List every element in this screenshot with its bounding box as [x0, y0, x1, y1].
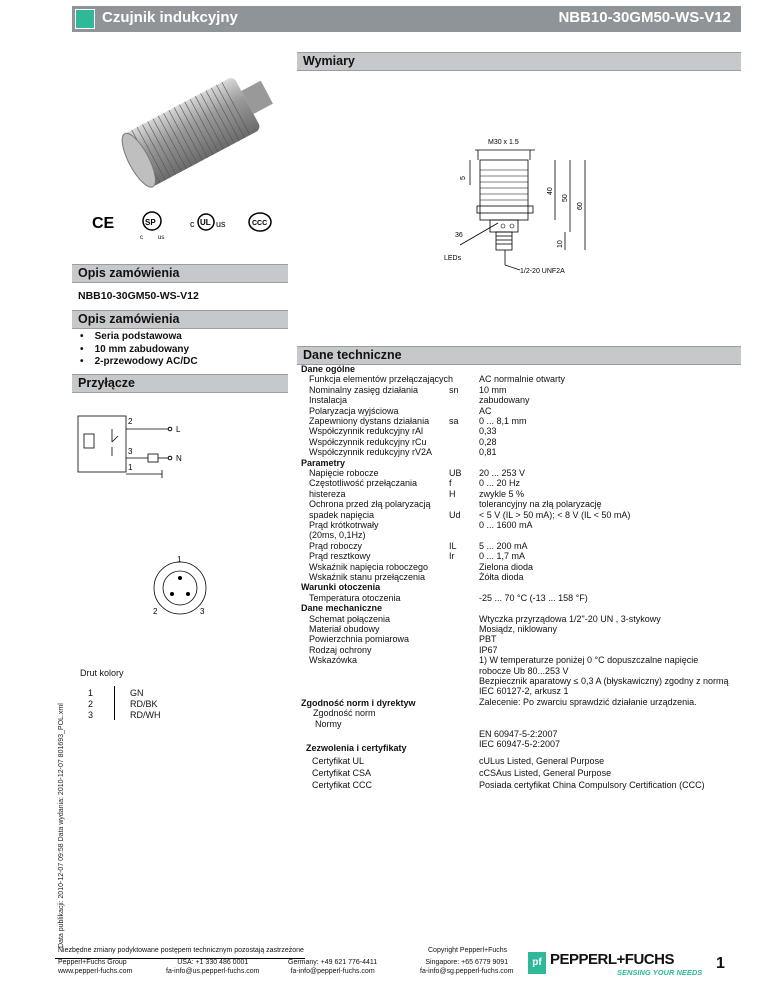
tech-row-label: Prąd roboczy: [309, 540, 363, 551]
svg-text:M30 x 1.5: M30 x 1.5: [488, 139, 519, 146]
feature-item: • 2-przewodowy AC/DC: [80, 356, 198, 367]
svg-text:3: 3: [128, 447, 133, 456]
title-bar: [72, 6, 741, 32]
tech-row-label: Napięcie robocze: [309, 468, 379, 478]
svg-text:3: 3: [200, 607, 205, 616]
tech-row-value: tolerancyjny na złą polaryzację: [479, 499, 602, 510]
feature-item: • 10 mm zabudowany: [80, 343, 190, 355]
wiring-diagram: [72, 412, 232, 482]
svg-text:1: 1: [177, 555, 182, 564]
norm-value: EN 60947-5-2:2007: [479, 728, 558, 739]
norms-heading: Zgodność norm i dyrektyw: [301, 698, 416, 708]
tech-row-label: Zapewniony dystans działania: [309, 416, 430, 426]
tech-row-label: Nominalny zasięg działania: [309, 384, 419, 395]
svg-text:SP: SP: [145, 218, 156, 227]
tech-row-value: IP67: [479, 644, 498, 655]
tech-row-value: 0,28: [479, 436, 497, 447]
wire-numbers: 1 2 3: [88, 688, 94, 720]
brand-square-icon: [75, 9, 95, 29]
section-wymiary: Wymiary: [297, 52, 741, 71]
svg-text:1/2-20 UNF2A: 1/2-20 UNF2A: [520, 268, 565, 275]
tech-row-label: histereza: [309, 488, 346, 499]
tech-note-line: robocze Ub 80...253 V: [479, 665, 569, 676]
footer-contact-germany: Germany: +49 621 776-4411 fa-info@pepperl-fuchs.com: [288, 959, 378, 975]
tech-row-label: Częstotliwość przełączania: [309, 478, 418, 489]
tech-row-value: zabudowany: [479, 395, 530, 406]
brand-slogan: SENSING YOUR NEEDS: [617, 968, 703, 977]
svg-text:36: 36: [455, 232, 463, 239]
brand-logo-icon: pf: [528, 952, 546, 974]
section-opis-zamowienia-2: Opis zamówienia: [72, 310, 288, 329]
tech-row-label: Wskazówka: [309, 655, 358, 666]
tech-row-value: 0 ... 1,7 mA: [479, 551, 526, 562]
svg-text:L: L: [176, 425, 181, 434]
svg-text:us: us: [158, 235, 165, 240]
section-dane-techniczne: Dane techniczne: [297, 346, 741, 365]
tech-row-value: Mosiądz, niklowany: [479, 624, 558, 634]
tech-note-line: Zalecenie: Po zwarciu sprawdzić działanie urządzenia.: [479, 696, 697, 707]
product-code-title: NBB10-30GM50-WS-V12: [558, 9, 731, 26]
section-opis-zamowienia-1: Opis zamówienia: [72, 264, 288, 283]
tech-row-label: Schemat połączenia: [309, 613, 391, 624]
tech-row-label: Materiał obudowy: [309, 624, 380, 634]
norms-label: Normy: [315, 718, 342, 729]
footer-contact-usa: USA: +1 330 486 0001 fa-info@us.pepperl-fuchs.com: [166, 959, 260, 975]
svg-text:N: N: [176, 454, 182, 463]
tech-row-label: Wskaźnik napięcia roboczego: [309, 561, 429, 572]
norms-subheading: Zgodność norm: [313, 708, 376, 719]
sensor-photo: [100, 58, 280, 208]
cert-label: Certyfikat CCC: [312, 779, 373, 790]
wire-divider: [114, 686, 115, 720]
cert-value: Posiada certyfikat China Compulsory Certification (CCC): [479, 779, 705, 790]
svg-text:50: 50: [562, 194, 569, 202]
svg-text:5: 5: [460, 176, 467, 180]
tech-row-value: 0,33: [479, 426, 497, 437]
tech-group-heading: Dane ogólne: [301, 364, 356, 374]
cert-marks: [92, 210, 292, 240]
tech-row-label: Temperatura otoczenia: [309, 592, 401, 603]
tech-row-label: Ochrona przed złą polaryzacją: [309, 499, 431, 510]
tech-row-value: Zielona dioda: [479, 561, 534, 572]
wire-colors-title: Drut kolory: [80, 668, 124, 678]
connector-pinout: [140, 550, 230, 620]
tech-note-line: Bezpiecznik aparatowy ≤ 0,3 A (błyskawiczny) zgodny z normą: [479, 676, 729, 686]
tech-row-value: 20 ... 253 V: [479, 468, 526, 478]
tech-group-heading: Parametry: [301, 457, 346, 468]
footer-contact-group: Pepperl+Fuchs Group www.pepperl-fuchs.com: [58, 959, 133, 975]
tech-row-value: AC: [479, 405, 492, 416]
svg-text:UL: UL: [200, 218, 211, 227]
cert-label: Certyfikat UL: [312, 755, 365, 766]
tech-row-label: (20ms, 0,1Hz): [309, 530, 366, 541]
svg-text:10: 10: [557, 240, 564, 248]
tech-row-value: PBT: [479, 634, 497, 645]
tech-row-symbol: sn: [449, 384, 459, 395]
tech-row-value: -25 ... 70 °C (-13 ... 158 °F): [479, 592, 588, 603]
tech-row-label: spadek napięcia: [309, 509, 375, 520]
tech-row-label: Współczynnik redukcyjny rCu: [309, 436, 427, 447]
tech-row-label: Rodzaj ochrony: [309, 644, 372, 655]
svg-text:60: 60: [577, 202, 584, 210]
tech-row-value: Wtyczka przyrządowa 1/2"-20 UN , 3-stykowy: [479, 613, 661, 624]
ce-mark-icon: CE: [92, 215, 115, 232]
tech-row-label: Wskaźnik stanu przełączenia: [309, 572, 426, 582]
svg-text:2: 2: [153, 607, 158, 616]
tech-note-line: IEC 60127-2, arkusz 1: [479, 686, 569, 697]
footer-copyright: Copyright Pepperl+Fuchs: [428, 947, 508, 954]
footer-note: Niezbędne zmiany podyktowane postępem technicznym pozostają zastrzeżone: [58, 947, 304, 954]
tech-row-value: 10 mm: [479, 384, 507, 395]
wire-colors: GN RD/BK RD/WH: [130, 688, 161, 720]
tech-row-label: Powierzchnia pomiarowa: [309, 634, 410, 645]
cert-heading: Zezwolenia i certyfikaty: [306, 743, 407, 753]
tech-row-label: Polaryzacja wyjściowa: [309, 405, 399, 416]
tech-row-value: < 5 V (IL > 50 mA); < 8 V (IL < 50 mA): [479, 509, 631, 520]
feature-list: [80, 331, 198, 369]
section-przylacze: Przyłącze: [72, 374, 288, 393]
tech-row-symbol: f: [449, 478, 452, 489]
svg-text:40: 40: [547, 187, 554, 195]
tech-row-symbol: sa: [449, 416, 459, 426]
brand-name: PEPPERL+FUCHS: [550, 951, 674, 968]
page-number: 1: [716, 955, 725, 972]
svg-text:c: c: [140, 235, 143, 240]
tech-row-value: 1) W temperaturze poniżej 0 °C dopuszczalne napięcie: [479, 655, 699, 666]
tech-row-symbol: H: [449, 488, 456, 499]
cert-value: cCSAus Listed, General Purpose: [479, 767, 612, 778]
cert-label: Certyfikat CSA: [312, 767, 372, 778]
tech-row-label: Współczynnik redukcyjny rAl: [309, 426, 424, 437]
feature-item: • Seria podstawowa: [80, 331, 182, 342]
tech-group-heading: Warunki otoczenia: [301, 582, 381, 593]
svg-text:CCC: CCC: [252, 220, 268, 227]
tech-row-label: Funkcja elementów przełączających: [309, 374, 454, 385]
tech-row-value: 0,81: [479, 447, 497, 458]
svg-text:1: 1: [128, 463, 133, 472]
tech-row-symbol: UB: [449, 468, 462, 478]
tech-row-label: Instalacja: [309, 395, 348, 406]
svg-text:us: us: [216, 219, 226, 229]
tech-row-value: 0 ... 20 Hz: [479, 478, 521, 489]
publication-dates: Data publikacji: 2010-12-07 09:58 Data wydania: 2010-12-07 801693_POL.xml: [58, 703, 65, 948]
tech-row-label: Współczynnik redukcyjny rV2A: [309, 447, 433, 458]
tech-row-label: Prąd krótkotrwały: [309, 520, 379, 530]
svg-text:LEDs: LEDs: [444, 255, 462, 262]
tech-row-symbol: Ud: [449, 509, 461, 520]
tech-row-value: zwykle 5 %: [479, 488, 525, 499]
tech-row-value: 5 ... 200 mA: [479, 540, 528, 551]
cert-value: cULus Listed, General Purpose: [479, 755, 605, 766]
tech-row-symbol: Ir: [449, 551, 455, 562]
tech-row-value: AC normalnie otwarty: [479, 374, 566, 385]
order-code: NBB10-30GM50-WS-V12: [78, 290, 199, 302]
tech-row-value: Żółta dioda: [479, 572, 524, 582]
cert-section: [306, 743, 746, 791]
tech-row-value: 0 ... 1600 mA: [479, 520, 533, 530]
tech-row-value: 0 ... 8,1 mm: [479, 416, 527, 426]
tech-row-label: Prąd resztkowy: [309, 551, 371, 562]
norm-value: IEC 60947-5-2:2007: [479, 738, 561, 749]
footer-contact-singapore: Singapore: +65 6779 9091 fa-info@sg.pepperl-fuchs.com: [420, 959, 514, 975]
tech-group-heading: Dane mechaniczne: [301, 603, 383, 614]
tech-row-symbol: IL: [449, 540, 457, 551]
page-title: Czujnik indukcyjny: [102, 9, 238, 26]
dimension-drawing: [430, 130, 610, 278]
svg-text:c: c: [190, 219, 195, 229]
svg-text:2: 2: [128, 417, 133, 426]
